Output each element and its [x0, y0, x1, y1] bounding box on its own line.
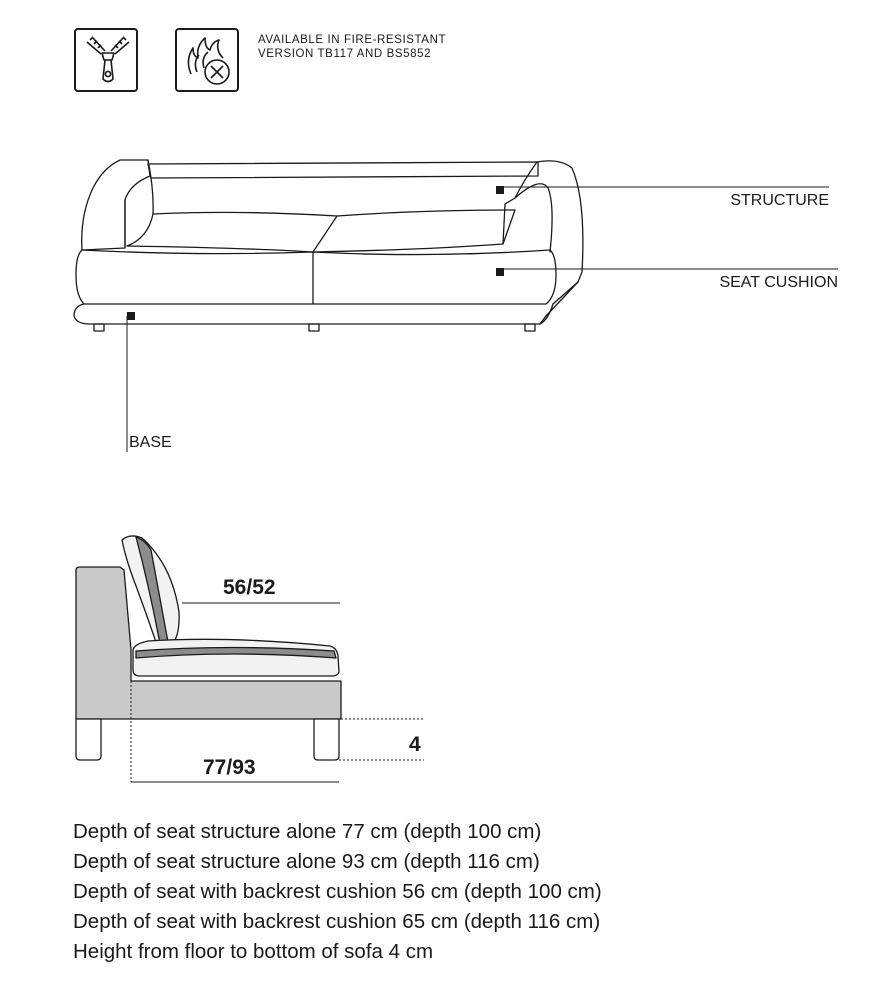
section-leg-left — [76, 719, 101, 760]
note-line: Depth of seat structure alone 93 cm (depth 116 cm) — [73, 850, 540, 873]
backrest-depth-dimension: 56/52 — [223, 576, 276, 599]
sofa-foot-right — [525, 324, 535, 331]
sofa-left-arm — [82, 160, 150, 250]
fire-note-line-2: VERSION TB117 AND BS5852 — [258, 48, 432, 60]
section-leg-right — [314, 719, 339, 760]
note-line: Depth of seat with backrest cushion 65 cm (depth 116 cm) — [73, 910, 601, 933]
note-line: Depth of seat with backrest cushion 56 cm (depth 100 cm) — [73, 880, 602, 903]
sofa-back-cushion-right — [313, 210, 515, 252]
sofa-backrest — [148, 162, 538, 178]
fire-note-line-1: AVAILABLE IN FIRE-RESISTANT — [258, 34, 447, 46]
structure-marker — [496, 186, 504, 194]
floor-height-dimension: 4 — [409, 733, 421, 756]
sofa-foot-center — [309, 324, 319, 331]
base-marker — [127, 312, 135, 320]
base-label: BASE — [129, 434, 172, 451]
seat-cushion-marker — [496, 268, 504, 276]
note-line: Depth of seat structure alone 77 cm (depth 100 cm) — [73, 820, 542, 843]
note-line: Height from floor to bottom of sofa 4 cm — [73, 940, 434, 963]
sofa-back-cushion-left — [127, 212, 337, 252]
sofa-foot-left — [94, 324, 104, 331]
dimension-notes — [73, 817, 602, 967]
structure-label: STRUCTURE — [730, 192, 829, 209]
seat-cushion-label: SEAT CUSHION — [719, 274, 838, 291]
section-seat-cushion — [133, 639, 339, 676]
seat-depth-dimension: 77/93 — [203, 756, 256, 779]
sofa-base — [74, 304, 553, 324]
sofa-right-arm — [537, 161, 583, 304]
sofa-seat-cushion — [76, 250, 556, 304]
